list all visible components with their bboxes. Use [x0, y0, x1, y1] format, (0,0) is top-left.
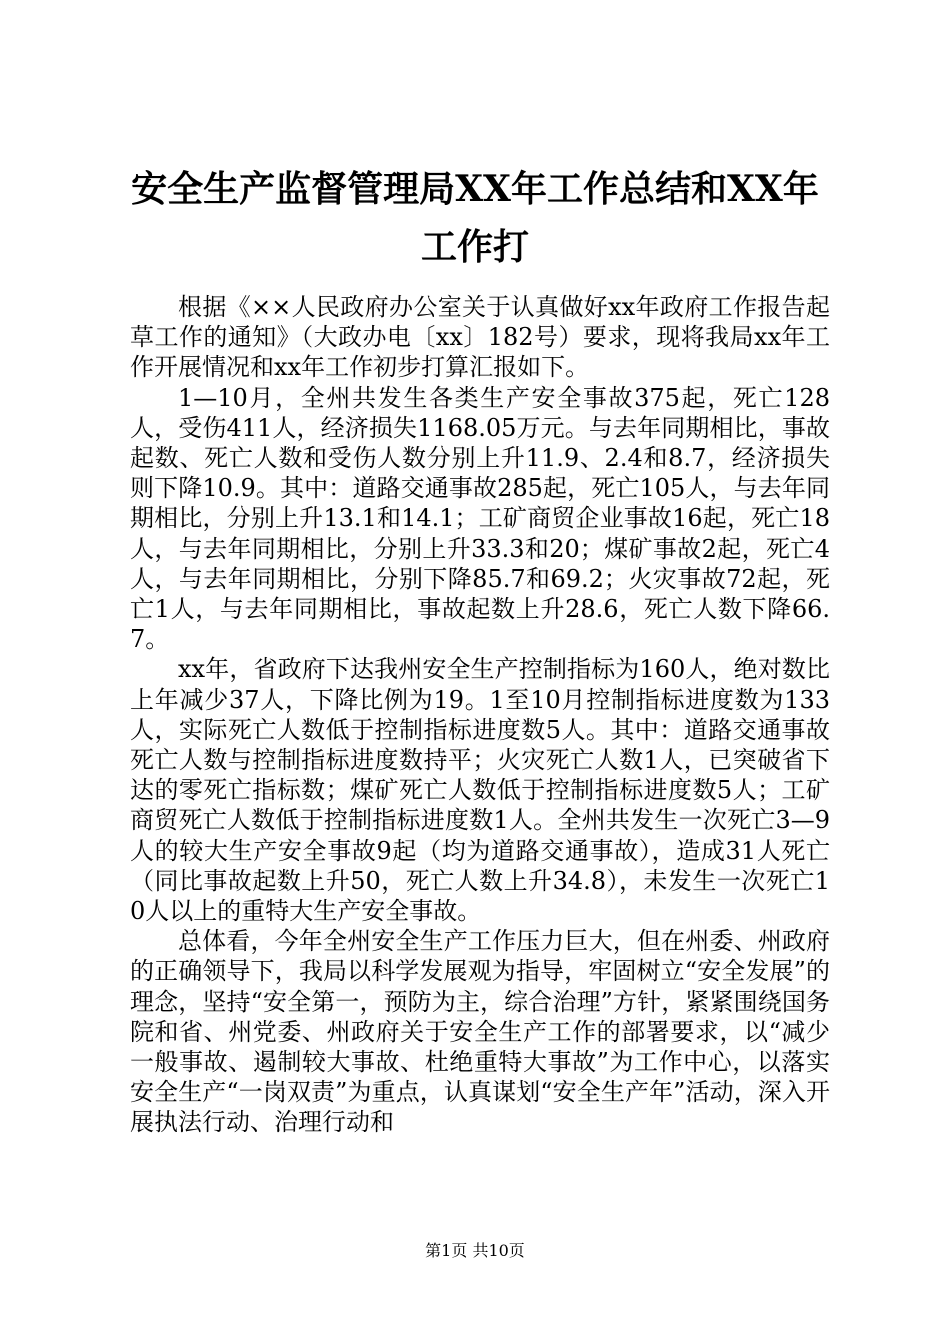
paragraph-accident-statistics: 1—10月，全州共发生各类生产安全事故375起，死亡128人，受伤411人，经济损失1168.05万元。与去年同期相比，事故起数、死亡人数和受伤人数分别上升11.9、2.4和8.7，经济损失则下降10.9。其中：道路交通事故285起，死亡105人，与去年同期相比，分别上升13.1和14.1；工矿商贸企业事故16起，死亡18人，与去年同期相比，分别上升33.3和20；煤矿事故2起，死亡4人，与去年同期相比，分别下降85.7和69.2；火灾事故72起，死亡1人，与去年同期相比，事故起数上升28.6，死亡人数下降66.7。: [130, 383, 830, 654]
document-title: 安全生产监督管理局XX年工作总结和XX年工作打: [131, 168, 819, 268]
paragraph-control-indicators: xx年，省政府下达我州安全生产控制指标为160人，绝对数比上年减少37人，下降比例为19。1至10月控制指标进度数为133人，实际死亡人数低于控制指标进度数5人。其中：道路交通事故死亡人数与控制指标进度数持平；火灾死亡人数1人，已突破省下达的零死亡指标数；煤矿死亡人数低于控制指标进度数5人；工矿商贸死亡人数低于控制指标进度数1人。全州共发生一次死亡3—9人的较大生产安全事故9起（均为道路交通事故），造成31人死亡（同比事故起数上升50，死亡人数上升34.8），未发生一次死亡10人以上的重特大生产安全事故。: [130, 655, 830, 926]
document-body: [130, 292, 830, 1138]
page-number-footer: 第1页 共10页: [425, 1241, 525, 1260]
paragraph-intro: 根据《××人民政府办公室关于认真做好xx年政府工作报告起草工作的通知》（大政办电〔xx〕182号）要求，现将我局xx年工作开展情况和xx年工作初步打算汇报如下。: [130, 293, 830, 382]
paragraph-overall-summary: 总体看，今年全州安全生产工作压力巨大，但在州委、州政府的正确领导下，我局以科学发展观为指导，牢固树立“安全发展”的理念，坚持“安全第一，预防为主，综合治理”方针，紧紧围绕国务院和省、州党委、州政府关于安全生产工作的部署要求，以“减少一般事故、遏制较大事故、杜绝重特大事故”为工作中心，以落实安全生产“一岗双责”为重点，认真谋划“安全生产年”活动，深入开展执法行动、治理行动和: [130, 927, 830, 1137]
